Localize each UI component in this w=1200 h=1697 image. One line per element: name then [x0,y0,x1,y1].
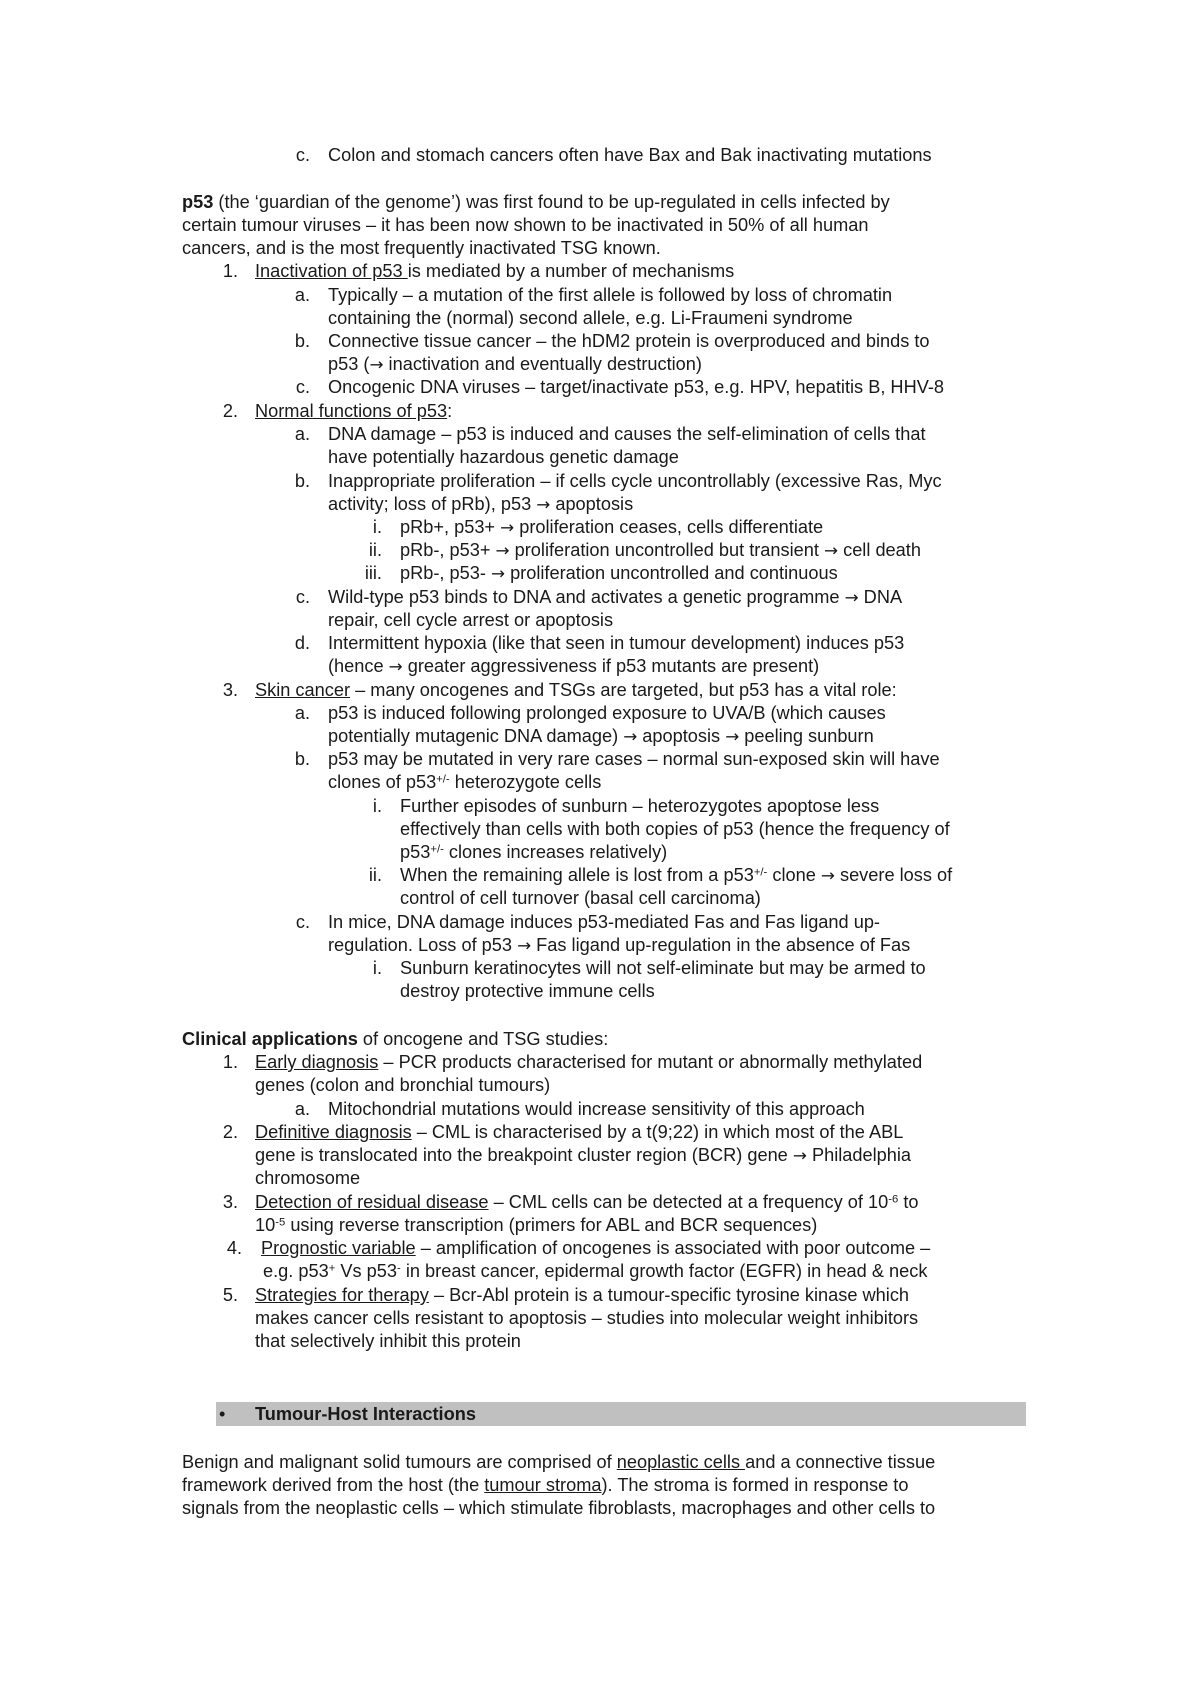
arrow-icon: → [536,494,551,514]
sub-sub-item-text [400,841,667,864]
list-marker: a. [294,703,310,723]
text-segment: clones of p53 [328,772,437,792]
list-marker: i. [372,517,382,537]
clinical-item-prognostic-variable [261,1237,930,1260]
sub-item-text: Typically – a mutation of the first allele is followed by loss of chromatin [328,285,893,305]
bullet-icon: • [219,1404,226,1424]
text-segment: severe loss of [834,865,953,885]
superscript: +/- [430,843,444,856]
item-text: – amplification of oncogenes is associated with poor outcome – [415,1238,931,1258]
list-marker: 4. [226,1238,242,1258]
item-text: – Bcr-Abl protein is a tumour-specific tyrosine kinase which [428,1285,910,1305]
text-segment: e.g. p53 [263,1261,329,1281]
arrow-icon: → [792,1145,807,1165]
sub-item-text: Mitochondrial mutations would increase sensitivity of this approach [328,1099,865,1119]
list-marker: i. [372,796,382,816]
superscript: +/- [436,773,450,786]
sub-item-text [328,655,819,678]
arrow-icon: → [623,726,638,746]
text-segment: 10 [255,1215,276,1235]
item-text: is mediated by a number of mechanisms [407,261,735,281]
clinical-item-residual-disease [255,1191,919,1214]
sub-item-text: repair, cell cycle arrest or apoptosis [328,610,614,630]
sub-sub-item-text [400,539,921,562]
superscript: - [397,1262,401,1275]
sub-sub-item-text [400,562,838,585]
text-segment: proliferation uncontrolled and continuous [505,563,838,583]
item-text: – CML cells can be detected at a frequency of 10 [488,1192,889,1212]
list-marker: a. [294,1099,310,1119]
item-text: to [898,1192,919,1212]
text-segment: p53 ( [328,354,370,374]
superscript: + [328,1262,336,1275]
sub-item-text: Intermittent hypoxia (like that seen in tumour development) induces p53 [328,633,905,653]
arrow-icon: → [500,517,515,537]
text-segment: proliferation ceases, cells differentiate [514,517,824,537]
arrow-icon: → [388,656,403,676]
p53-heading: p53 [182,192,214,212]
item-title: Prognostic variable [261,1238,416,1258]
p53-intro-line-2: certain tumour viruses – it has been now shown to be inactivated in 50% of all human [182,215,869,235]
text-segment: proliferation uncontrolled but transient [509,540,825,560]
sub-item-text: p53 is induced following prolonged exposure to UVA/B (which causes [328,703,886,723]
text-segment: framework derived from the host (the [182,1475,485,1495]
underlined-term: tumour stroma [484,1475,602,1495]
sub-item-text: DNA damage – p53 is induced and causes the self-elimination of cells that [328,424,926,444]
text-segment: and a connective tissue [745,1452,936,1472]
text-segment: p53 [400,842,431,862]
sub-item-text [328,353,702,376]
sub-item-text [328,493,633,516]
arrow-icon: → [820,865,835,885]
list-marker: d. [294,633,310,653]
item-text: chromosome [255,1168,361,1188]
list-marker: 2. [222,401,238,421]
arrow-icon: → [369,354,384,374]
arrow-icon: → [824,540,839,560]
p53-intro-line-3: cancers, and is the most frequently inactivated TSG known. [182,238,661,258]
list-marker: c. [295,587,310,607]
sub-sub-item-text: Sunburn keratinocytes will not self-eliminate but may be armed to [400,958,926,978]
text-segment: ). The stroma is formed in response to [601,1475,909,1495]
clinical-item-therapy [255,1284,909,1307]
list-item-normal-functions [255,400,452,423]
item-text: makes cancer cells resistant to apoptosis – studies into molecular weight inhibitors [255,1308,919,1328]
sub-item-text: Oncogenic DNA viruses – target/inactivate p53, e.g. HPV, hepatitis B, HHV-8 [328,377,945,397]
list-marker: c. [295,145,310,165]
sub-item-text: containing the (normal) second allele, e.g. Li-Fraumeni syndrome [328,308,853,328]
sub-item-text: have potentially hazardous genetic damage [328,447,679,467]
text-segment: Philadelphia [806,1145,912,1165]
superscript: +/- [753,866,768,879]
clinical-heading: Clinical applications [182,1029,358,1049]
text-segment: clone [767,865,821,885]
list-item-skin-cancer [255,679,897,702]
text-segment: Wild-type p53 binds to DNA and activates a genetic programme [328,587,845,607]
list-marker: iii. [364,563,382,583]
paragraph-line [182,1474,908,1497]
item-title: Normal functions of p53 [255,401,448,421]
item-text: – PCR products characterised for mutant or abnormally methylated [378,1052,923,1072]
clinical-item-early-diagnosis [255,1051,922,1074]
underlined-term: neoplastic cells [616,1452,746,1472]
sub-sub-item-text [400,864,952,887]
list-marker: ii. [368,865,382,885]
text-segment: DNA [858,587,903,607]
text-segment: apoptosis [555,494,634,514]
superscript: -6 [888,1193,899,1206]
list-marker: c. [295,912,310,932]
list-marker: 3. [222,1192,238,1212]
arrow-icon: → [495,540,510,560]
text-segment: Benign and malignant solid tumours are comprised of [182,1452,617,1472]
item-text: – many oncogenes and TSGs are targeted, but p53 has a vital role: [350,680,897,700]
item-text [263,1260,927,1283]
text-segment: Fas ligand up-regulation in the absence of Fas [531,935,911,955]
text-segment: potentially mutagenic DNA damage) [328,726,624,746]
superscript: -5 [275,1216,286,1229]
p53-intro-line-1 [182,191,890,214]
paragraph-line: signals from the neoplastic cells – which stimulate fibroblasts, macrophages and other cells to [182,1498,936,1518]
list-marker: i. [372,958,382,978]
list-marker: 1. [222,261,238,281]
arrow-icon: → [725,726,740,746]
text-segment: inactivation and eventually destruction) [383,354,702,374]
item-title: Definitive diagnosis [255,1122,412,1142]
text-segment: in breast cancer, epidermal growth factor (EGFR) in head & neck [400,1261,928,1281]
arrow-icon: → [490,563,506,583]
text-segment: pRb-, p53- [400,563,491,583]
sub-item-text [328,725,874,748]
section-heading: Tumour-Host Interactions [255,1404,476,1424]
arrow-icon: → [517,935,532,955]
item-text [255,1144,911,1167]
item-text: that selectively inhibit this protein [255,1331,521,1351]
list-marker: ii. [368,540,382,560]
list-marker: b. [294,749,310,769]
text-segment: cell death [838,540,921,560]
text-segment: peeling sunburn [739,726,874,746]
item-title: Early diagnosis [255,1052,379,1072]
sub-item-text: In mice, DNA damage induces p53-mediated Fas and Fas ligand up- [328,912,880,932]
text-segment: (hence [328,656,389,676]
sub-item-text: Inappropriate proliferation – if cells cycle uncontrollably (excessive Ras, Myc [328,471,942,491]
text-segment: heterozygote cells [449,772,602,792]
item-title: Inactivation of p53 [255,261,408,281]
list-item-text: Colon and stomach cancers often have Bax and Bak inactivating mutations [328,145,932,165]
clinical-heading-text: of oncogene and TSG studies: [357,1029,609,1049]
item-text: : [447,401,453,421]
text-segment: gene is translocated into the breakpoint cluster region (BCR) gene [255,1145,793,1165]
text-segment: greater aggressiveness if p53 mutants are present) [402,656,820,676]
sub-item-text [328,771,601,794]
sub-item-text [328,934,910,957]
list-marker: 1. [222,1052,238,1072]
paragraph-line [182,1451,935,1474]
p53-intro-text: (the ‘guardian of the genome’) was first found to be up-regulated in cells infected by [213,192,890,212]
list-marker: 5. [222,1285,238,1305]
list-item-inactivation [255,260,734,283]
clinical-item-definitive-diagnosis [255,1121,903,1144]
arrow-icon: → [844,587,859,607]
sub-sub-item-text: control of cell turnover (basal cell carcinoma) [400,888,761,908]
item-text: – CML is characterised by a t(9;22) in which most of the ABL [411,1122,904,1142]
item-title: Skin cancer [255,680,351,700]
sub-sub-item-text [400,516,823,539]
text-segment: activity; loss of pRb), p53 [328,494,537,514]
list-marker: 2. [222,1122,238,1142]
text-segment: Vs p53 [335,1261,398,1281]
text-segment: using reverse transcription (primers for ABL and BCR sequences) [285,1215,818,1235]
sub-item-text: p53 may be mutated in very rare cases – normal sun-exposed skin will have [328,749,940,769]
list-marker: 3. [222,680,238,700]
text-segment: apoptosis [637,726,726,746]
list-marker: a. [294,285,310,305]
list-marker: b. [294,471,310,491]
clinical-heading-line [182,1028,608,1051]
text-segment: regulation. Loss of p53 [328,935,518,955]
sub-sub-item-text: Further episodes of sunburn – heterozygotes apoptose less [400,796,880,816]
item-text [255,1214,817,1237]
sub-item-text: Connective tissue cancer – the hDM2 protein is overproduced and binds to [328,331,930,351]
sub-sub-item-text: effectively than cells with both copies of p53 (hence the frequency of [400,819,950,839]
text-segment: clones increases relatively) [443,842,668,862]
text-segment: pRb-, p53+ [400,540,496,560]
list-marker: b. [294,331,310,351]
sub-item-text [328,586,902,609]
item-text: genes (colon and bronchial tumours) [255,1075,551,1095]
list-marker: a. [294,424,310,444]
text-segment: When the remaining allele is lost from a p53 [400,865,754,885]
text-segment: pRb+, p53+ [400,517,501,537]
sub-sub-item-text: destroy protective immune cells [400,981,655,1001]
list-marker: c. [295,377,310,397]
item-title: Detection of residual disease [255,1192,489,1212]
item-title: Strategies for therapy [255,1285,429,1305]
